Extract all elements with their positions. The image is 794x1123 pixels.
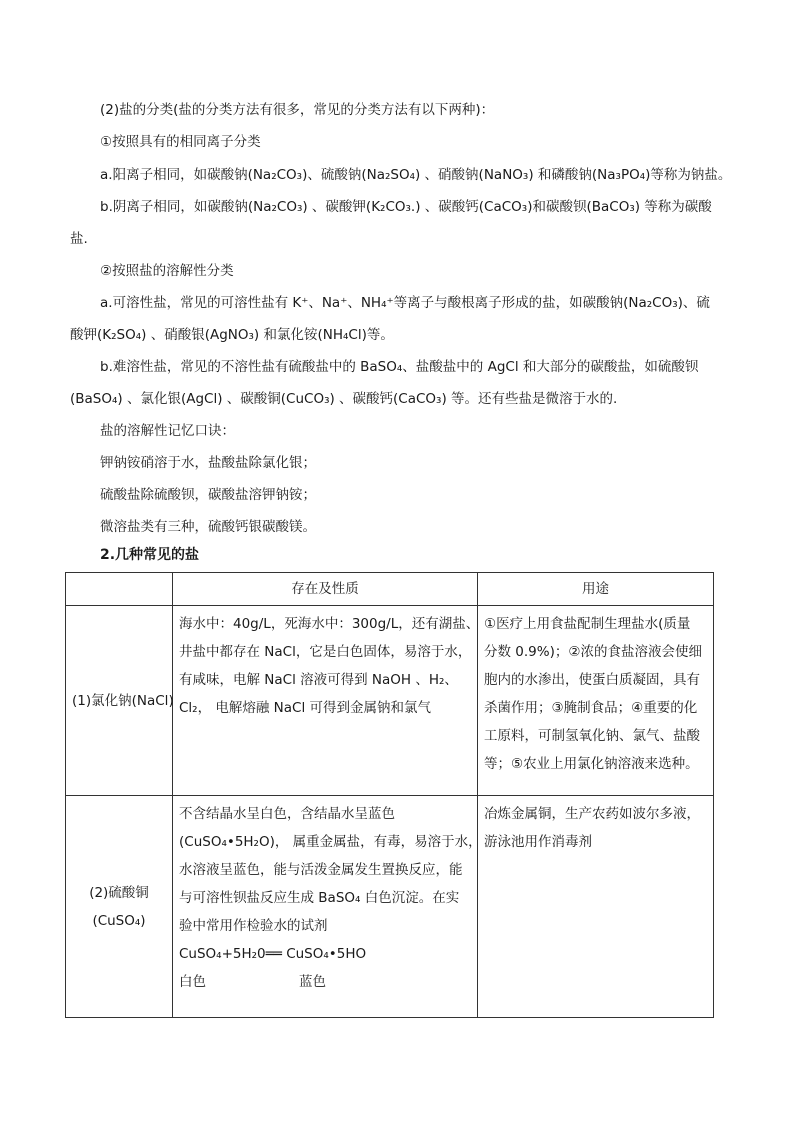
para-same-cation: a.阳离子相同，如碳酸钠(Na₂CO₃)、硫酸钠(Na₂SO₄) 、硝酸钠(NaNO₃) 和磷酸钠(Na₃PO₄)等称为钠盐。 [100, 167, 732, 183]
para-mnemonic-3: 微溶盐类有三种，硫酸钙银碳酸镁。 [100, 519, 316, 535]
uses-line: 分数 0.9%)；②浓的食盐溶液会使细 [484, 644, 702, 660]
uses-line: 冶炼金属铜，生产农药如波尔多液， [484, 806, 700, 822]
para-by-ion: ①按照具有的相同离子分类 [100, 134, 261, 150]
table-row [66, 796, 714, 1018]
props-line: 有咸味，电解 NaCl 溶液可得到 NaOH 、H₂、 [179, 672, 458, 688]
salt-name-line: (2)硫酸铜 [89, 884, 149, 901]
salt-name-line: (CuSO₄) [92, 912, 146, 929]
label-blue: 蓝色 [299, 974, 326, 990]
table-header-uses: 用途 [478, 573, 714, 606]
para-same-anion-line2: 盐. [70, 231, 88, 247]
props-line: 与可溶性钡盐反应生成 BaSO₄ 白色沉淀。在实 [179, 890, 460, 906]
props-line: (CuSO₄•5H₂O)， 属重金属盐，有毒，易溶于水， [179, 834, 482, 850]
salts-table [65, 572, 714, 1018]
uses-line: 胞内的水渗出，使蛋白质凝固，具有 [484, 672, 700, 688]
salt-name-cuso4 [66, 796, 173, 1018]
para-mnemonic-2: 硫酸盐除硫酸钡，碳酸盐溶钾钠铵； [100, 487, 316, 503]
salt-props-nacl [173, 606, 478, 796]
table-header-properties: 存在及性质 [173, 573, 478, 606]
para-mnemonic-1: 钾钠铵硝溶于水，盐酸盐除氯化银； [100, 455, 316, 471]
uses-line: 杀菌作用；③腌制食品；④重要的化 [484, 700, 698, 716]
table-row [66, 606, 714, 796]
salt-name-line: (1)氯化钠(NaCl) [72, 692, 174, 709]
para-soluble-line2: 酸钾(K₂SO₄) 、硝酸银(AgNO₃) 和氯化铵(NH₄Cl)等。 [70, 327, 394, 343]
props-line: 海水中：40g/L，死海水中：300g/L，还有湖盐、 [179, 616, 480, 632]
table-header-empty [66, 573, 173, 606]
salt-uses-nacl [478, 606, 714, 796]
props-line: 验中常用作检验水的试剂 [179, 918, 328, 934]
props-line: 井盐中都存在 NaCl，它是白色固体，易溶于水， [179, 644, 472, 660]
uses-line: 游泳池用作消毒剂 [484, 834, 592, 850]
para-same-anion-line1: b.阴离子相同，如碳酸钠(Na₂CO₃) 、碳酸钾(K₂CO₃.) 、碳酸钙(CaCO₃)和碳酸钡(BaCO₃) 等称为碳酸 [100, 199, 712, 215]
uses-line: ①医疗上用食盐配制生理盐水(质量 [484, 616, 691, 632]
salt-props-cuso4 [173, 796, 482, 1018]
props-line: 水溶液呈蓝色，能与活泼金属发生置换反应，能 [179, 862, 463, 878]
para-by-solubility: ②按照盐的溶解性分类 [100, 263, 234, 279]
salt-uses-cuso4 [478, 796, 714, 1018]
equation-line: CuSO₄+5H₂0══ CuSO₄•5HO [179, 946, 367, 962]
para-insoluble-line1: b.难溶性盐，常见的不溶性盐有硫酸盐中的 BaSO₄、盐酸盐中的 AgCl 和大部分的碳酸盐，如硫酸钡 [100, 359, 699, 375]
props-line: Cl₂， 电解熔融 NaCl 可得到金属钠和氯气 [179, 700, 432, 716]
salt-name-nacl [66, 606, 173, 796]
equation-labels [179, 968, 471, 996]
section-title: 2.几种常见的盐 [100, 547, 200, 563]
props-line: 不含结晶水呈白色，含结晶水呈蓝色 [179, 806, 395, 822]
uses-line: 工原料，可制氢氧化钠、氯气、盐酸 [484, 728, 700, 744]
para-mnemonic-title: 盐的溶解性记忆口诀： [100, 423, 235, 439]
para-soluble-line1: a.可溶性盐，常见的可溶性盐有 K⁺、Na⁺、NH₄⁺等离子与酸根离子形成的盐，如碳酸钠(Na₂CO₃)、硫 [100, 295, 710, 311]
label-white: 白色 [179, 974, 206, 990]
para-insoluble-line2: (BaSO₄) 、氯化银(AgCl) 、碳酸铜(CuCO₃) 、碳酸钙(CaCO₃) 等。还有些盐是微溶于水的. [70, 391, 618, 407]
uses-line: 等；⑤农业上用氯化钠溶液来选种。 [484, 756, 699, 772]
para-salt-classification: (2)盐的分类(盐的分类方法有很多，常见的分类方法有以下两种)： [100, 102, 495, 118]
table-header-row [66, 573, 714, 606]
